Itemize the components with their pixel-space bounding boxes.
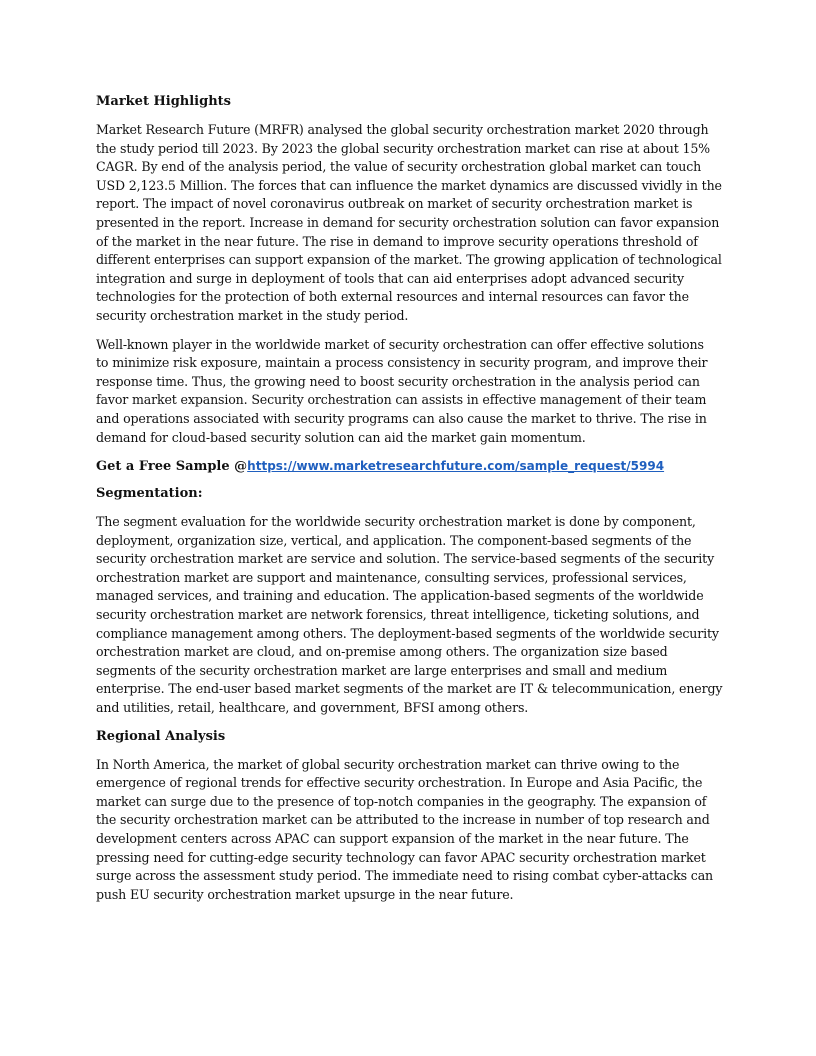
text-line: compliance management among others. The deployment-based segments of the worldwide security [96, 625, 719, 641]
text-line: surge across the assessment study period. The immediate need to rising combat cyber-attacks can [96, 868, 714, 884]
text-line: the security orchestration market can be attributed to the increase in number of top research and [96, 812, 710, 828]
regional-analysis-heading: Regional Analysis [96, 728, 226, 744]
text-line: segments of the security orchestration market are large enterprises and small and medium [96, 662, 668, 678]
text-line: technologies for the protection of both external resources and internal resources can favor the [96, 289, 689, 305]
market-highlights-heading: Market Highlights [96, 94, 231, 109]
text-line: The segment evaluation for the worldwide security orchestration market is done by component, [96, 514, 696, 530]
text-line: development centers across APAC can support expansion of the market in the near future. The [96, 831, 689, 846]
text-line: favor market expansion. Security orchestration can assists in effective management of their team [96, 392, 707, 408]
regional-analysis-paragraph [96, 756, 726, 905]
text-line: enterprise. The end-user based market segments of the market are IT & telecommunication, energy [96, 681, 723, 697]
text-line: and utilities, retail, healthcare, and government, BFSI among others. [96, 700, 529, 716]
text-line: market can surge due to the presence of top-notch companies in the geography. The expansion of [96, 793, 707, 809]
text-line: pressing need for cutting-edge security technology can favor APAC security orchestration market [96, 849, 706, 865]
text-line: Market Research Future (MRFR) analysed the global security orchestration market 2020 through [96, 122, 709, 137]
text-line: Well-known player in the worldwide market of security orchestration can offer effective solutions [96, 336, 704, 352]
text-line: different enterprises can support expansion of the market. The growing application of technological [96, 252, 722, 268]
text-line: orchestration market are support and maintenance, consulting services, professional services, [96, 569, 687, 585]
market-highlights-paragraph-1 [96, 121, 726, 326]
text-line: security orchestration market in the study period. [96, 307, 409, 323]
text-line: of the market in the near future. The rise in demand to improve security operations threshold of [96, 233, 698, 249]
text-line: orchestration market are cloud, and on-premise among others. The organization size based [96, 644, 668, 660]
free-sample-label: Get a Free Sample @ [96, 459, 248, 475]
text-line: push EU security orchestration market upsurge in the near future. [96, 886, 514, 902]
text-line: demand for cloud-based security solution can aid the market gain momentum. [96, 429, 586, 445]
text-line: presented in the report. Increase in demand for security orchestration solution can favor expansion [96, 214, 720, 230]
text-line: security orchestration market are service and solution. The service-based segments of the security [96, 551, 715, 567]
market-highlights-paragraph-2 [96, 336, 726, 448]
free-sample-line [96, 457, 726, 476]
text-line: to minimize risk exposure, maintain a process consistency in security program, and improve their [96, 355, 708, 371]
text-line: CAGR. By end of the analysis period, the value of security orchestration global market can touch [96, 159, 702, 175]
text-line: managed services, and training and education. The application-based segments of the worldwide [96, 588, 704, 604]
text-line: security orchestration market are network forensics, threat intelligence, ticketing solutions, and [96, 607, 700, 623]
text-line: emergence of regional trends for effective security orchestration. In Europe and Asia Pacific, the [96, 775, 703, 791]
text-line: report. The impact of novel coronavirus outbreak on market of security orchestration market is [96, 196, 693, 212]
text-line: deployment, organization size, vertical, and application. The component-based segments of the [96, 532, 692, 548]
segmentation-paragraph [96, 513, 726, 718]
text-line: In North America, the market of global security orchestration market can thrive owing to the [96, 756, 680, 772]
text-line: integration and surge in deployment of tools that can aid enterprises adopt advanced security [96, 270, 684, 286]
sample-request-link[interactable]: https://www.marketresearchfuture.com/sample_request/5994 [247, 459, 665, 474]
segmentation-heading: Segmentation: [96, 486, 203, 502]
text-line: response time. Thus, the growing need to boost security orchestration in the analysis period can [96, 373, 700, 389]
document-page [96, 93, 726, 914]
text-line: and operations associated with security programs can also cause the market to thrive. The rise in [96, 410, 707, 426]
text-line: the study period till 2023. By 2023 the global security orchestration market can rise at about 15% [96, 140, 710, 156]
text-line: USD 2,123.5 Million. The forces that can influence the market dynamics are discussed vividly in the [96, 177, 722, 193]
